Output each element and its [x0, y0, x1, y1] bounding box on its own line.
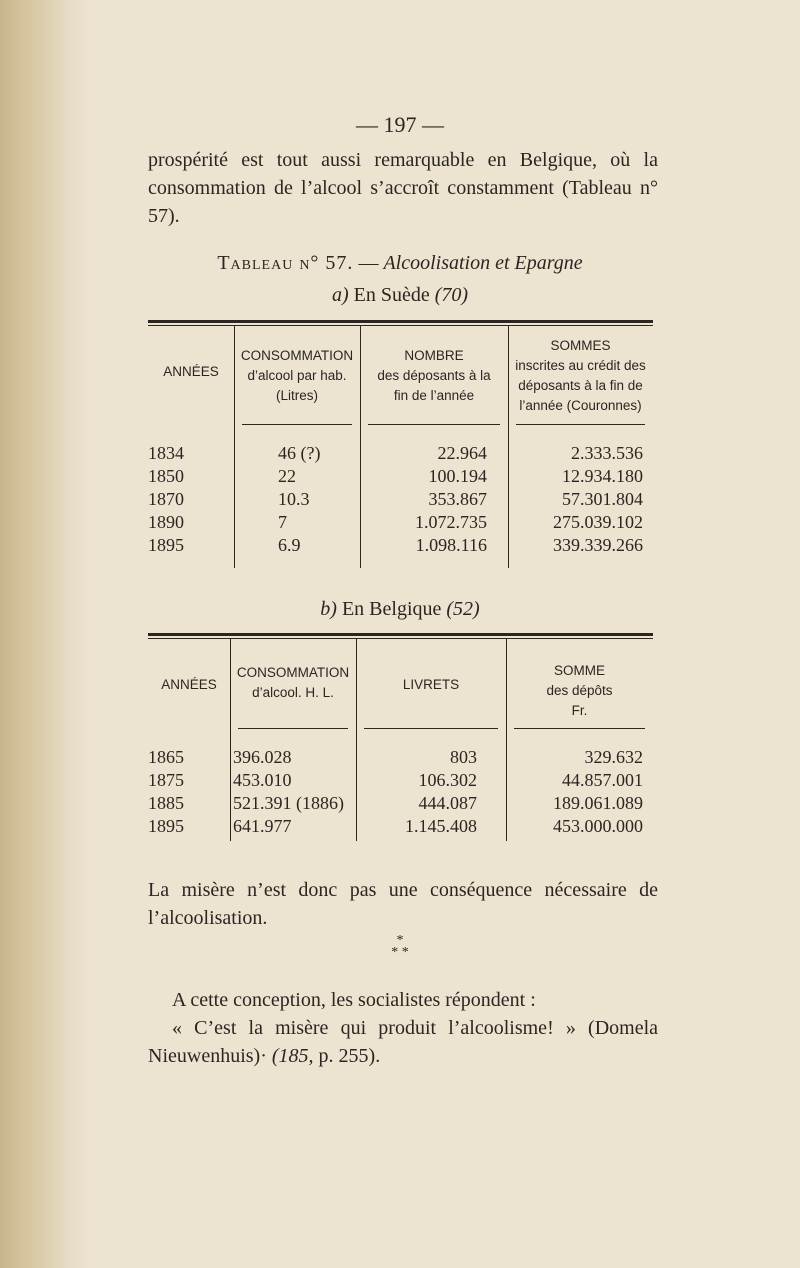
table-cell: 339.339.266 [553, 535, 643, 555]
intro-paragraph: prospérité est tout aussi remarquable en Belgique, où la consommation de l’alcool s’accroît constamment (Tableau n° 57). [148, 149, 658, 227]
column-header-line: SOMME [553, 663, 605, 678]
column-header [356, 675, 506, 695]
table-cell: 22 [278, 466, 296, 486]
table-label: Tableau n° 57. [217, 252, 354, 274]
table-cell: 1850 [148, 466, 184, 486]
caption-dash: — [358, 252, 379, 274]
table-a-caption [0, 284, 800, 307]
header-underline [368, 424, 500, 425]
table-title: Alcoolisation et Epargne [383, 252, 583, 274]
table-cell: 453.000.000 [553, 816, 643, 836]
table-cell: 12.934.180 [562, 466, 643, 486]
table-b-country: En Belgique [341, 598, 442, 620]
table-cell: 521.391 (1886) [233, 793, 344, 813]
table-cell: 2.333.536 [571, 443, 643, 463]
table-cell: 329.632 [584, 747, 643, 767]
table-cell: 100.194 [428, 466, 487, 486]
column-header [230, 663, 356, 703]
table-cell: 46 (?) [278, 443, 321, 463]
column-header-line: CONSOMMATION [240, 348, 354, 363]
header-underline [238, 728, 348, 729]
column-header-line: LIVRETS [402, 677, 460, 692]
page-number: — 197 — [356, 112, 444, 137]
table-top-rule-thin [148, 325, 653, 326]
header-underline [514, 728, 645, 729]
column-header [234, 346, 360, 406]
column-header-line: inscrites au crédit des [515, 358, 646, 373]
column-header-line: l’année (Couronnes) [519, 398, 642, 413]
table-top-rule-thin [148, 638, 653, 639]
table-cell: 44.857.001 [562, 770, 643, 790]
table-a-ref: (70) [434, 284, 469, 306]
table-cell: 1895 [148, 816, 184, 836]
table-top-rule [148, 320, 653, 323]
table-sweden [148, 320, 653, 568]
table-belgium [148, 633, 653, 841]
table-cell: 106.302 [418, 770, 477, 790]
column-header-line: d’alcool par hab. [247, 368, 347, 383]
final-line-1: A cette conception, les socialistes répondent : [172, 989, 536, 1011]
table-cell: 1865 [148, 747, 184, 767]
column-header-line: NOMBRE [404, 348, 464, 363]
table-cell: 57.301.804 [562, 489, 643, 509]
table-cell: 353.867 [428, 489, 487, 509]
column-header-line: déposants à la fin de [518, 378, 643, 393]
table-b-ref: (52) [446, 598, 480, 620]
column-header [148, 675, 230, 695]
table-cell: 1.145.408 [405, 816, 477, 836]
column-header-line: ANNÉES [161, 677, 217, 692]
column-header [360, 346, 508, 406]
conclusion-paragraph: La misère n’est donc pas une conséquence nécessaire de l’alcoolisation. [148, 879, 658, 929]
table-cell: 1.098.116 [415, 535, 487, 555]
column-header [508, 336, 653, 416]
column-header-line: ANNÉES [163, 364, 219, 379]
table-cell: 1870 [148, 489, 184, 509]
column-header-line: Fr. [571, 703, 588, 718]
column-header-line: des dépôts [546, 683, 613, 698]
column-header [506, 661, 653, 721]
column-header-line: fin de l’année [393, 388, 475, 403]
column-header-line: CONSOMMATION [236, 665, 350, 680]
table-cell: 275.039.102 [553, 512, 643, 532]
final-ref: (185, [271, 1045, 314, 1067]
header-underline [516, 424, 645, 425]
final-page: p. 255). [318, 1045, 381, 1067]
table-a-letter: a) [331, 284, 349, 306]
table-a-country: En Suède [353, 284, 430, 306]
table-cell: 453.010 [233, 770, 292, 790]
table-cell: 444.087 [418, 793, 477, 813]
column-header [148, 362, 234, 382]
separator-star-top: * [396, 933, 404, 948]
column-divider [356, 639, 357, 841]
table-cell: 1890 [148, 512, 184, 532]
separator-stars-bottom: * * [391, 945, 409, 960]
column-header-line: (Litres) [275, 388, 318, 403]
table-cell: 1875 [148, 770, 184, 790]
final-quote-text: « C’est la misère qui produit l’alcoolisme! » (Domela Nieuwenhuis)· [148, 1017, 658, 1067]
table-cell: 1.072.735 [415, 512, 487, 532]
header-underline [364, 728, 498, 729]
table-cell: 396.028 [233, 747, 292, 767]
table-cell: 22.964 [437, 443, 487, 463]
table-cell: 1895 [148, 535, 184, 555]
final-quote [148, 1014, 658, 1070]
table-cell: 1885 [148, 793, 184, 813]
table-b-letter: b) [320, 598, 337, 620]
section-separator [0, 935, 800, 959]
table-b-caption [0, 598, 800, 621]
header-underline [242, 424, 352, 425]
table-cell: 641.977 [233, 816, 292, 836]
table-cell: 10.3 [278, 489, 310, 509]
table-cell: 189.061.089 [553, 793, 643, 813]
page-edge [0, 0, 90, 1268]
table-cell: 803 [450, 747, 477, 767]
column-header-line: SOMMES [550, 338, 611, 353]
column-header-line: des déposants à la [377, 368, 491, 383]
table-top-rule [148, 633, 653, 636]
column-header-line: d’alcool. H. L. [252, 685, 334, 700]
table-cell: 1834 [148, 443, 184, 463]
table-caption [0, 252, 800, 275]
table-cell: 7 [278, 512, 287, 532]
table-cell: 6.9 [278, 535, 301, 555]
